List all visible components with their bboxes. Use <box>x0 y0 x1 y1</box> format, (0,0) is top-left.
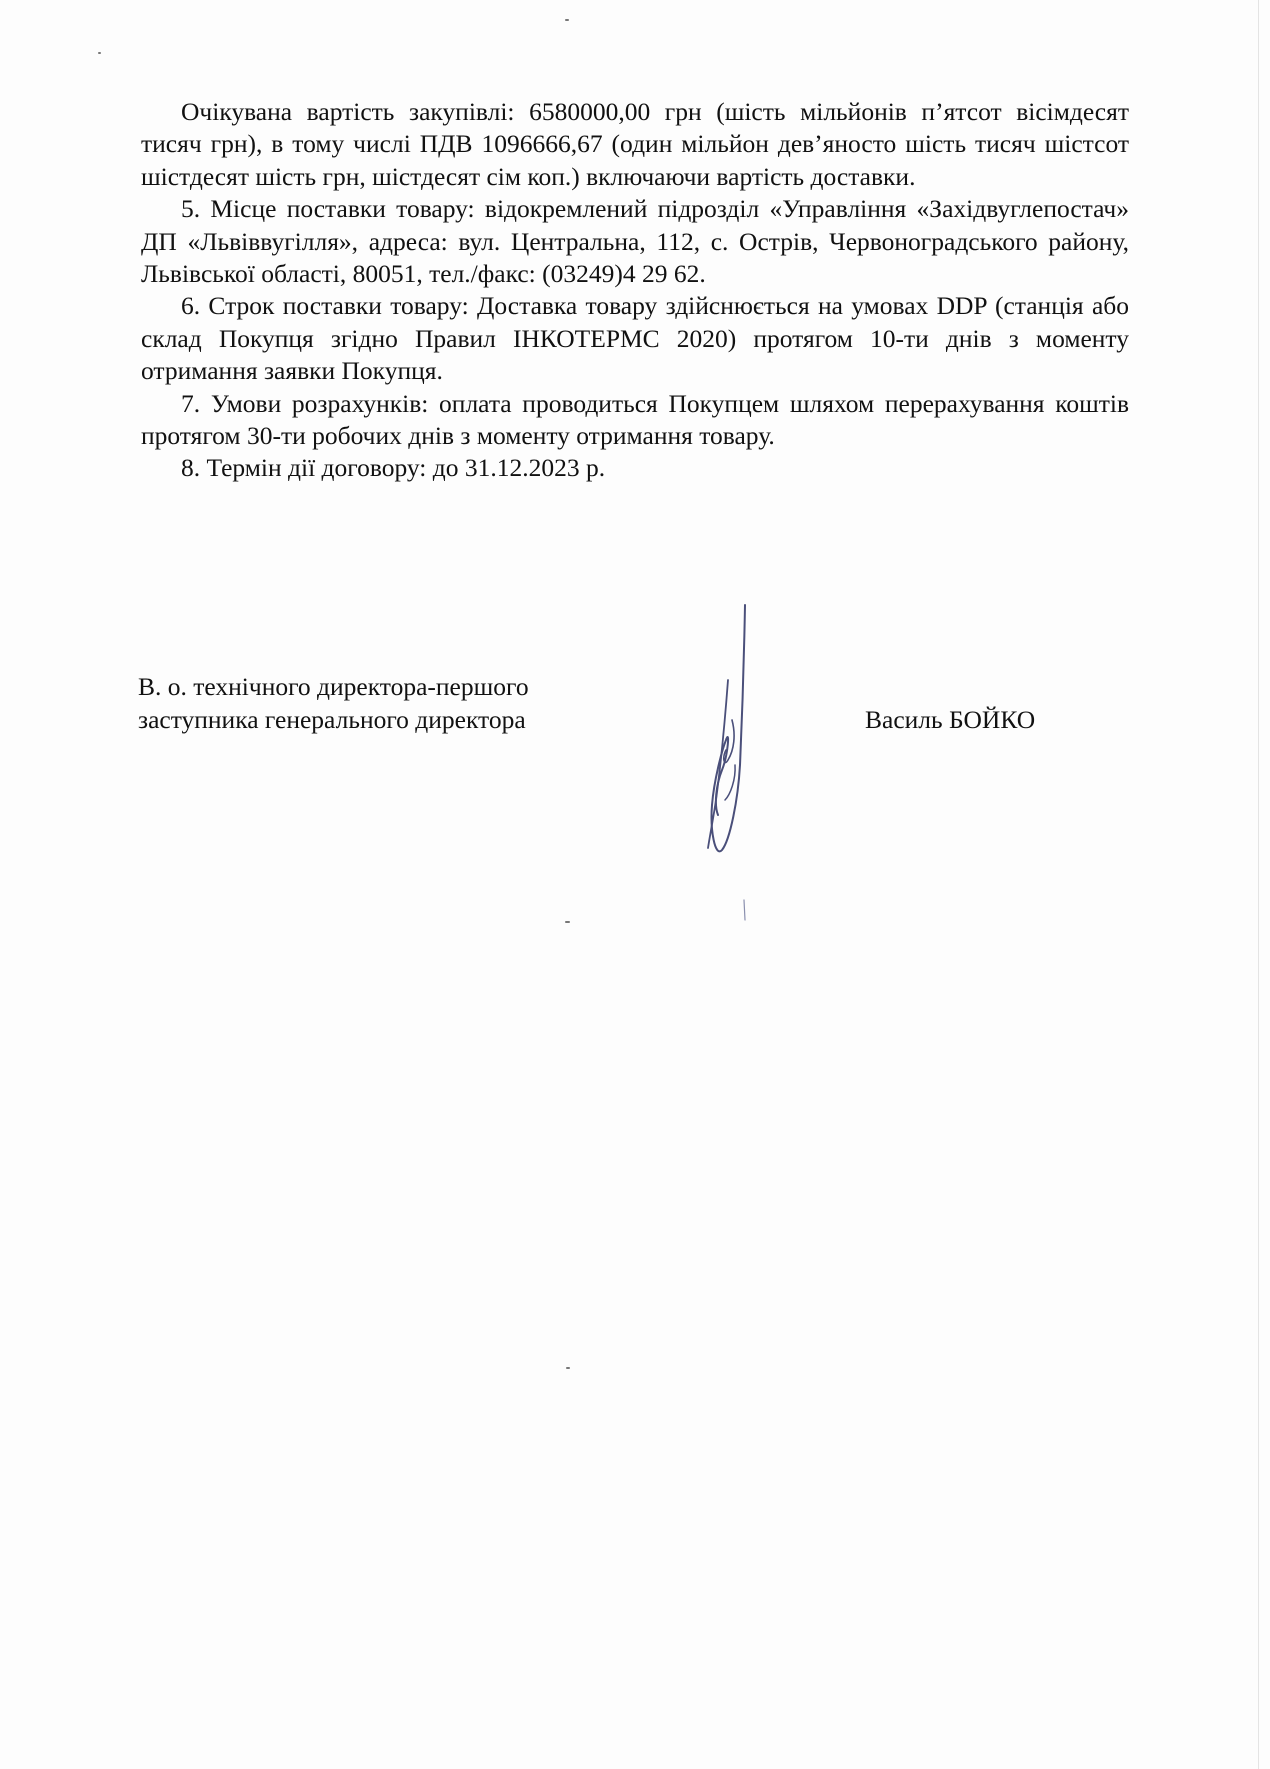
scan-speck <box>566 1367 570 1369</box>
paragraph-delivery-term: 6. Строк поставки товару: Доставка товару здійснюється на умовах DDP (станція або склад Покупця згідно Правил ІНКОТЕРМС 2020) протягом 10-ти днів з моменту отримання заявки Покупця. <box>141 291 1129 386</box>
paragraph-delivery-place: 5. Місце поставки товару: відокремлений підрозділ «Управління «Західвуглепостач» ДП «Львіввугілля», адреса: вул. Центральна, 112, с. Острів, Червоноградського району, Львівської області, 80051, тел./факс: (03249)4 29 62. <box>141 194 1129 289</box>
scan-speck <box>98 52 101 54</box>
signatory-title-line-2: заступника генерального директора <box>138 705 526 734</box>
scan-edge <box>1258 0 1259 1769</box>
scan-speck <box>565 921 570 923</box>
scan-speck <box>565 19 569 21</box>
signatory-title <box>138 670 529 736</box>
paragraph-contract-term: 8. Термін дії договору: до 31.12.2023 р. <box>181 453 606 483</box>
signatory-title-line-1: В. о. технічного директора-першого <box>138 672 529 701</box>
paragraph-expected-cost: Очікувана вартість закупівлі: 6580000,00 грн (шість мільйонів п’ятсот вісімдесят тисяч грн), в тому числі ПДВ 1096666,67 (один мільйон дев’яносто шість тисяч шістсот шістдесят шість грн, шістдесят сім коп.) включаючи вартість доставки. <box>141 97 1129 191</box>
body-text <box>141 96 1129 485</box>
handwritten-signature <box>670 600 780 940</box>
signatory-name: Василь БОЙКО <box>865 705 1036 734</box>
paragraph-payment-terms: 7. Умови розрахунків: оплата проводиться Покупцем шляхом перерахування коштів протягом 30-ти робочих днів з моменту отримання товару. <box>141 388 1129 451</box>
